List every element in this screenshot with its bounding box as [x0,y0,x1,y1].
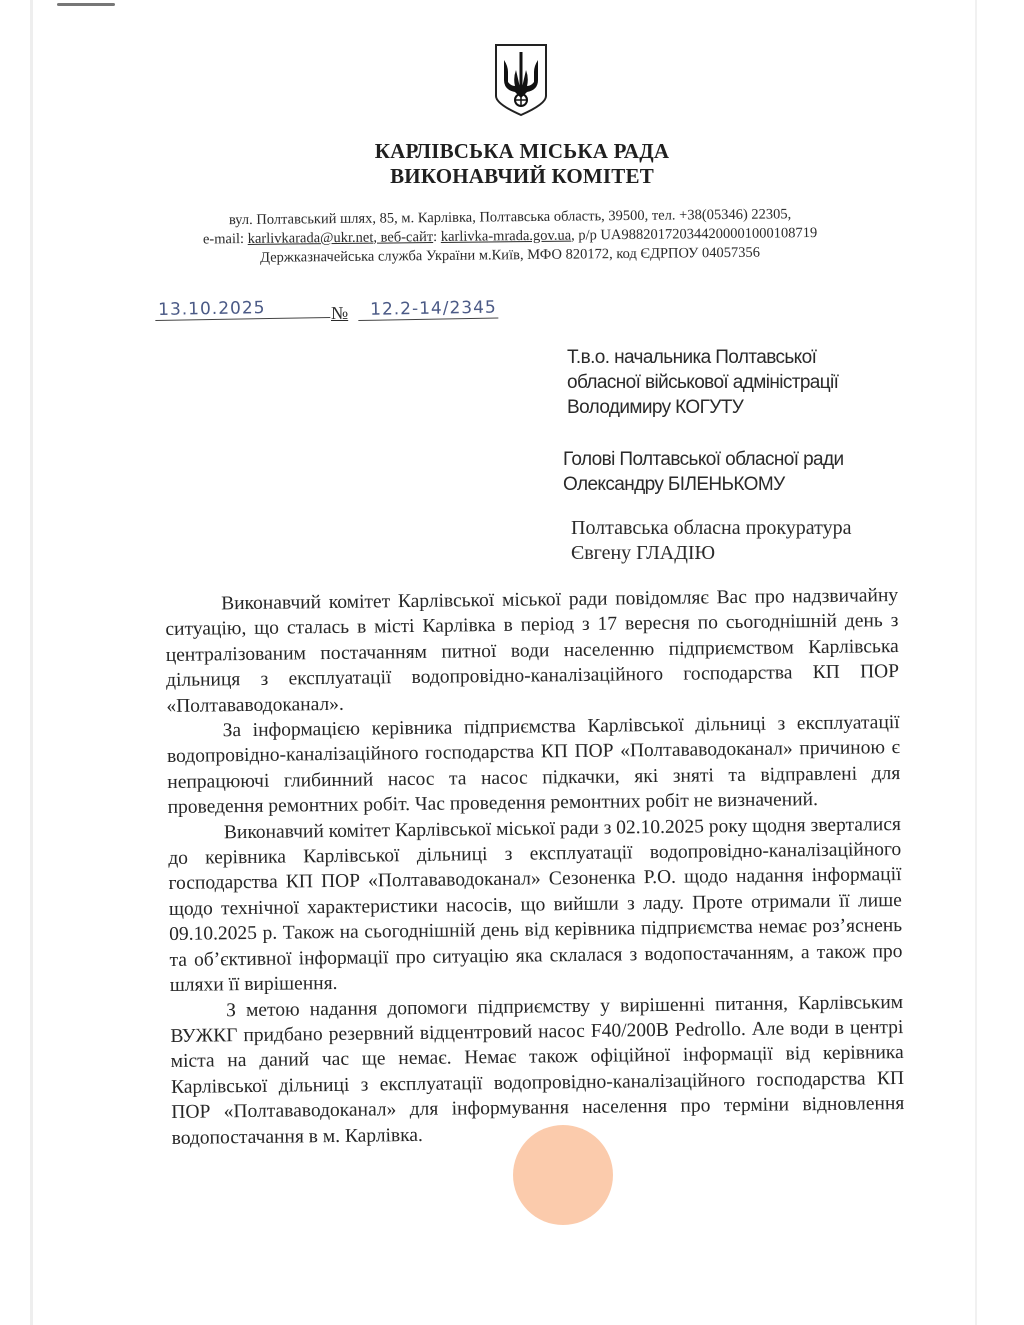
recipient-block [567,345,838,420]
body-paragraph: За інформацією керівника підприємства Карлівської дільниці з експлуатації водопровідно-каналізаційного господарства КП ПОР «Полтававодоканал» причиною є непрацюючі глибинний насос та насос підкачки, які зняті та відправлені для проведення ремонтних робіт. Час проведення ремонтних робіт не визначений. [166,712,901,819]
registration-date: 13.10.2025 [155,297,330,321]
recipient-line: Олександру БІЛЕНЬКОМУ [563,474,785,495]
registration-number-label: № [331,303,349,323]
recipient-line: Т.в.о. начальника Полтавської [567,347,817,368]
recipient-line: Голові Полтавської обласної ради [563,449,844,470]
website-link[interactable]: karlivka-mrada.gov.ua [440,227,572,245]
website-separator: : [433,228,441,246]
scan-mark [57,3,115,6]
organization-name: КАРЛІВСЬКА МІСЬКА РАДА [374,139,670,163]
address-line: вул. Полтавський шлях, 85, м. Карлівка, Полтавська область, 39500, тел. +38(05346) 22305, [228,206,792,229]
organization-subname: ВИКОНАВЧИЙ КОМІТЕТ [390,164,654,188]
recipient-line: Євгену ГЛАДІЮ [571,542,716,564]
body-paragraph: Виконавчий комітет Карлівської міської ради з 02.10.2025 року щодня зверталися до керівника Карлівської дільниці з експлуатації водопровідно-каналізаційного господарства КП ПОР «Полтававодоканал» Сезоненка Р.О. щодо надання інформації щодо технічної характеристики насосів, що вийшли з ладу. Проте отримали її лише 09.10.2025 р. Також на сьогоднішній день від керівника підприємства немає роз’яснень та об’єктивної інформації про ситуацію яка склалася з водопостачанням, а також про шляхи її вирішення. [168,813,903,997]
recipient-line: обласної військової адміністрації [567,372,839,393]
body-paragraph: Виконавчий комітет Карлівської міської ради повідомляє Вас про надзвичайну ситуацію, що сталась в місті Карлівка в період з 17 вересня по сьогоднішній день з централізованим постачанням питної води населенню підприємством Карлівська дільниця з експлуатації водопровідно-каналізаційного господарства КП ПОР «Полтававодоканал». [165,585,900,717]
body-paragraph: З метою надання допомоги підприємству у вирішенні питання, Карлівським ВУЖКГ придбано резервний відцентровий насос F40/200B Pedrollo. Але води в центрі міста на даний час ще немає. Немає також офіційної інформації від керівника Карлівської дільниці з експлуатації водопровідно-каналізаційного господарства КП ПОР «Полтававодоканал» для інформування населення про терміни відновлення водопостачання в м. Карлівка. [170,991,905,1149]
recipient-line: Полтавська обласна прокуратура [571,517,852,539]
treasury-line: Держказначейська служба України м.Київ, МФО 820172, код ЄДРПОУ 04057356 [260,244,761,266]
recipient-block [571,516,851,566]
letter-body [165,583,905,1151]
recipient-block [563,447,844,497]
email-link[interactable]: karlivkarada@ukr.net [247,229,374,247]
coat-of-arms-of-ukraine-icon [493,42,549,118]
page-edge-left [30,0,33,1325]
email-label: e-mail: [202,230,248,248]
website-label: , веб-сайт [373,229,434,246]
bank-account: , р/р UA988201720344200001000108719 [571,225,818,244]
registration-number: 12.2-14/2345 [358,298,498,321]
recipient-line: Володимиру КОГУТУ [567,397,744,418]
page-edge-right [975,0,977,1325]
